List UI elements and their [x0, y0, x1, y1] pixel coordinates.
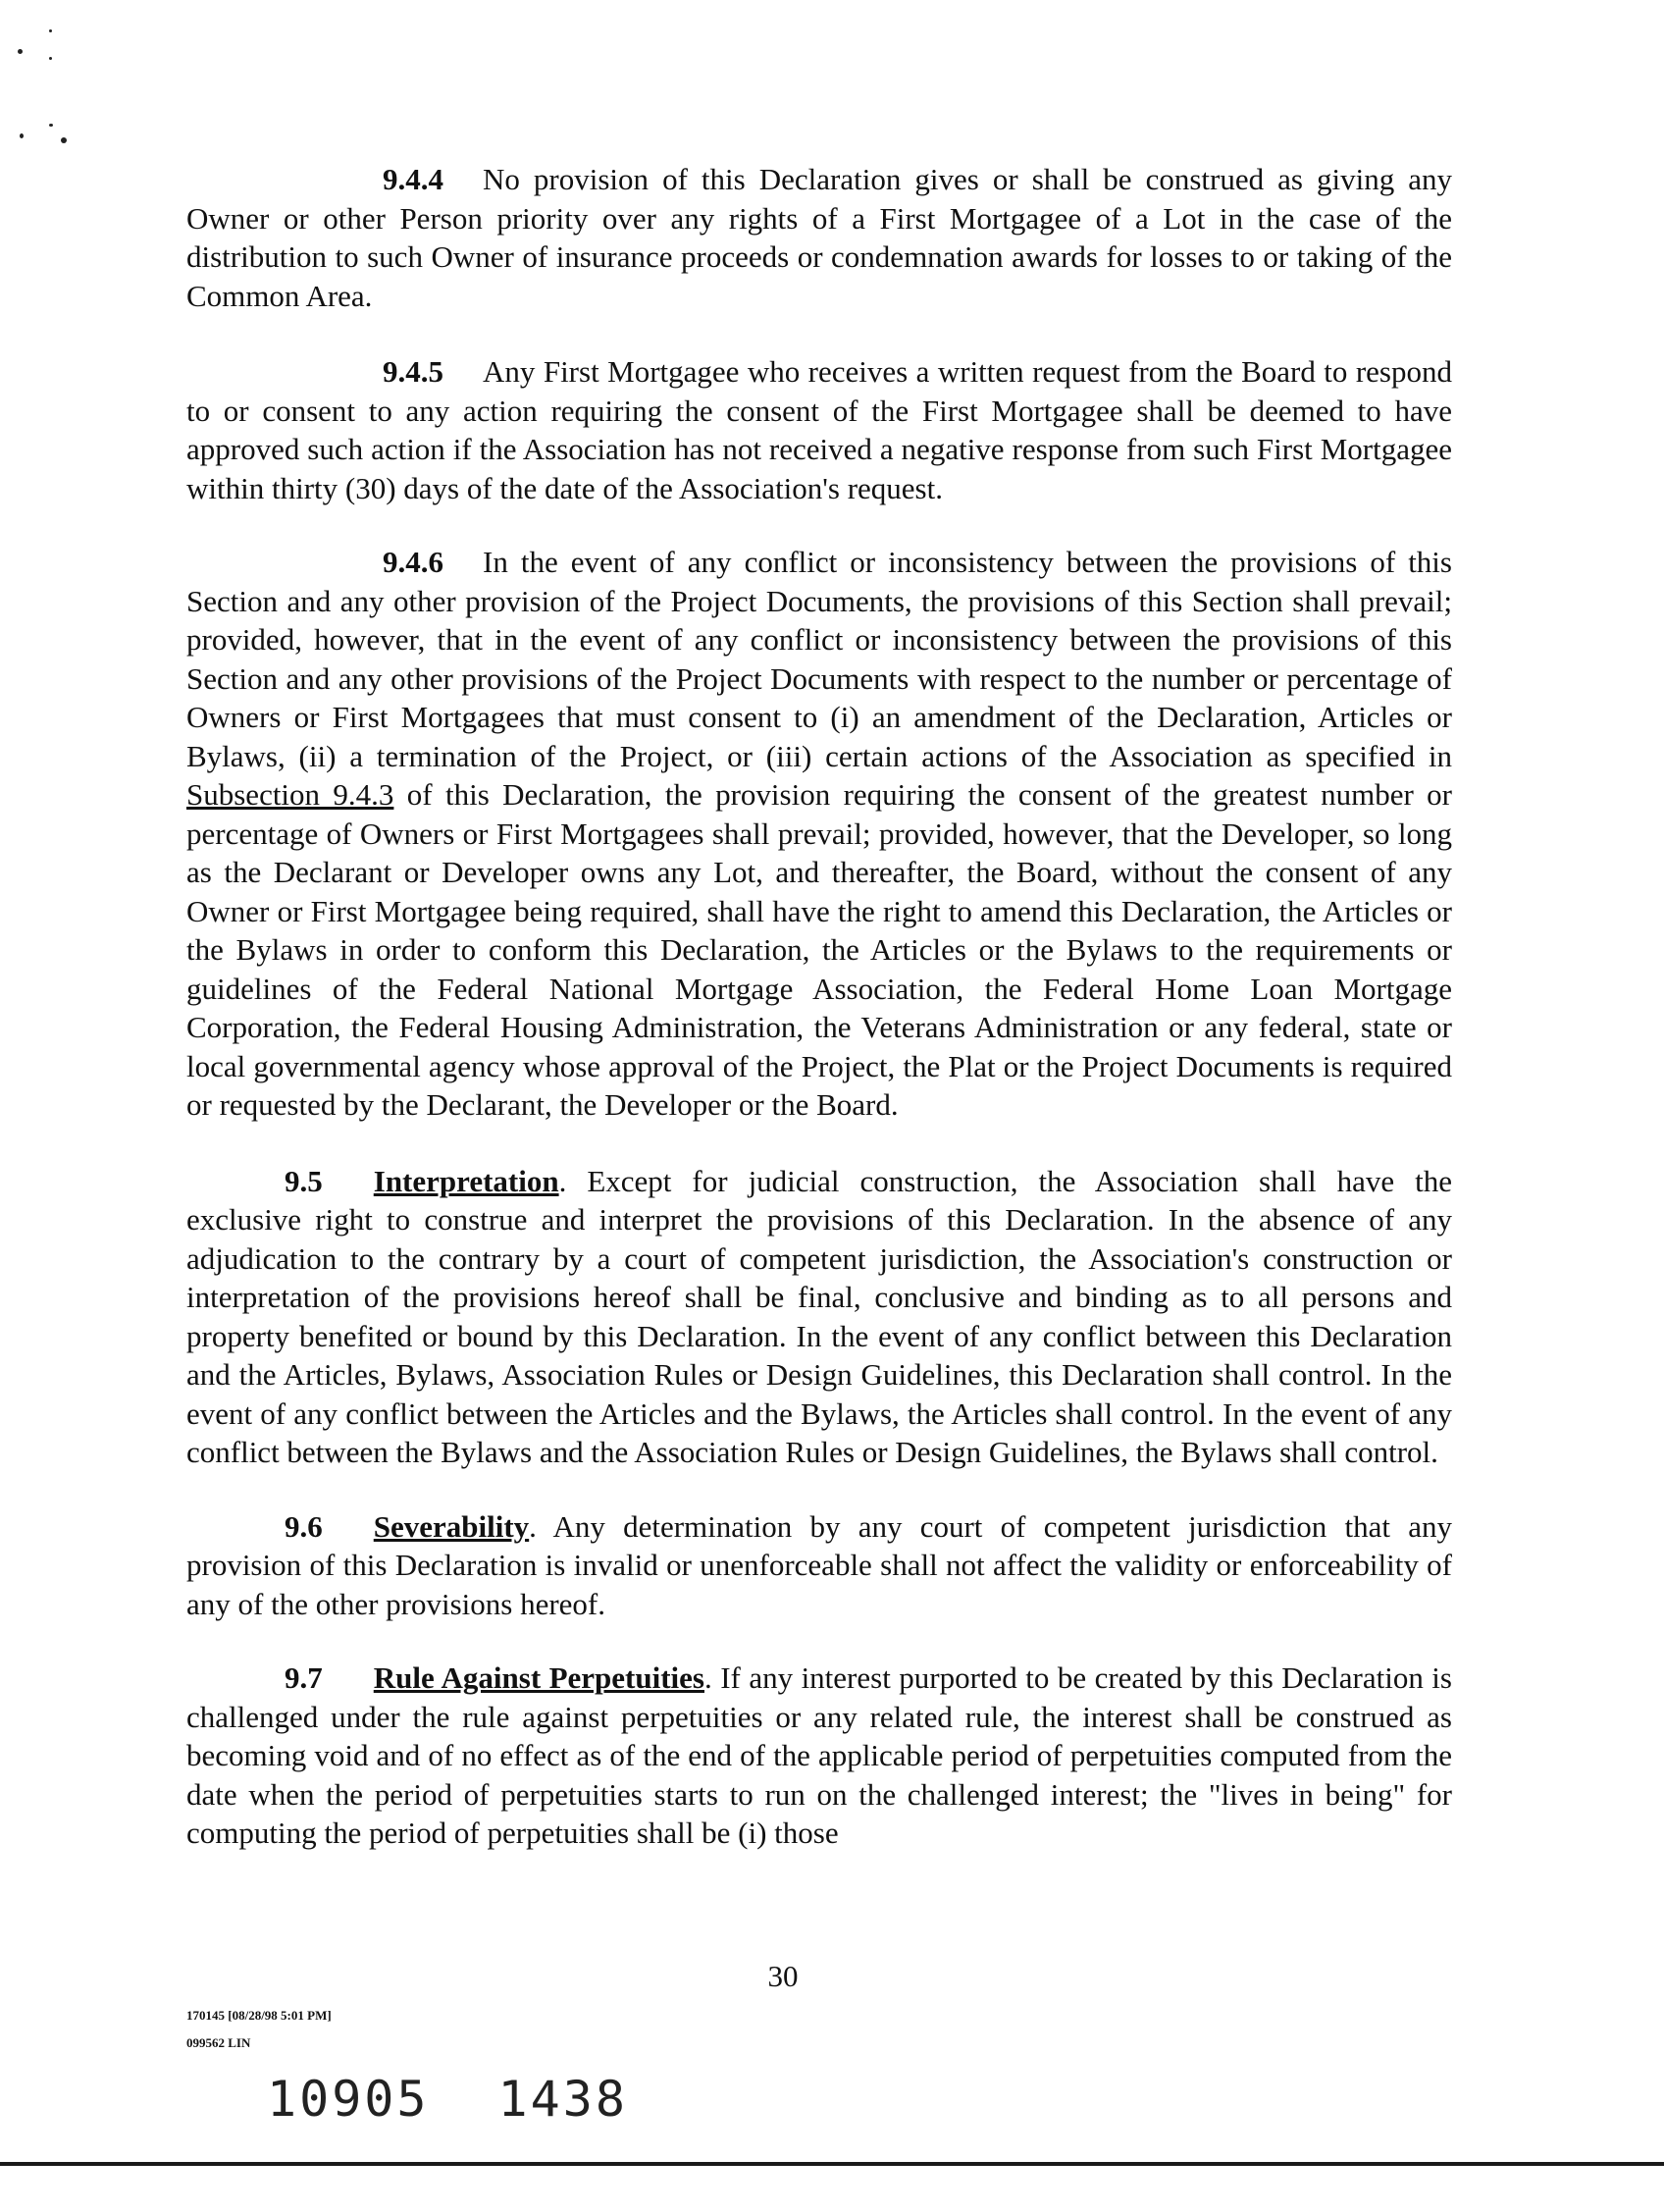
document-id: 170145 [08/28/98 5:01 PM] [186, 2008, 332, 2023]
subsection-reference: Subsection 9.4.3 [186, 777, 394, 812]
paragraph-text: of this Declaration, the provision requiring the consent of the greatest number or percentage of Owners or First Mortgagees shall prevail; provided, however, that the Developer, so long as the Declarant or Developer owns any Lot, and thereafter, the Board, without the consent of any Owner or First Mortgagee being required, shall have the right to amend this Declaration, the Articles or the Bylaws in order to conform this Declaration, the Articles or the Bylaws to the requirements or guidelines of the Federal National Mortgage Association, the Federal Home Loan Mortgage Corporation, the Federal Housing Administration, the Veterans Administration or any federal, state or local governmental agency whose approval of the Project, the Plat or the Project Documents is required or requested by the Declarant, the Developer or the Board. [186, 777, 1452, 1122]
paragraph-text: . Any determination by any court of competent jurisdiction that any provision of this Declaration is invalid or unenforceable shall not affect the validity or enforceability of any of the other provisions hereof. [186, 1508, 1452, 1621]
bottom-rule [0, 2162, 1664, 2166]
section-number: 9.6 [285, 1508, 323, 1544]
scan-speck [49, 57, 52, 60]
paragraph-9-4-4 [186, 160, 1452, 315]
section-heading: Severability [373, 1508, 530, 1544]
section-heading: Rule Against Perpetuities [373, 1660, 704, 1695]
paragraph-9-5 [186, 1162, 1452, 1472]
paragraph-text: In the event of any conflict or inconsistency between the provisions of this Section and any other provision of the Project Documents, the provisions of this Section shall prevail; provided, however, that in the event of any conflict or inconsistency between the provisions of this Section and any other provisions of the Project Documents with respect to the number or percentage of Owners or First Mortgagees that must consent to (i) an amendment of the Declaration, Articles or Bylaws, (ii) a termination of the Project, or (iii) certain actions of the Association as specified in [186, 545, 1452, 773]
section-number: 9.4.5 [383, 354, 443, 389]
section-heading: Interpretation [373, 1163, 559, 1198]
file-code: 099562 LIN [186, 2035, 251, 2050]
scan-speck [18, 49, 23, 54]
paragraph-text: . Except for judicial construction, the Association shall have the exclusive right to construe and interpret the provisions of this Declaration. In the absence of any adjudication to the contrary by a court of competent jurisdiction, the Association's construction or interpretation of the provisions hereof shall be final, conclusive and binding as to all persons and property benefited or bound by this Declaration. In the event of any conflict between this Declaration and the Articles, Bylaws, Association Rules or Design Guidelines, this Declaration shall control. In the event of any conflict between the Articles and the Bylaws, the Articles shall control. In the event of any conflict between the Bylaws and the Association Rules or Design Guidelines, the Bylaws shall control. [186, 1163, 1452, 1469]
section-number: 9.7 [285, 1660, 323, 1695]
paragraph-text: No provision of this Declaration gives or shall be construed as giving any Owner or other Person priority over any rights of a First Mortgagee of a Lot in the case of the distribution to such Owner of insurance proceeds or condemnation awards for losses to or taking of the Common Area. [186, 162, 1452, 313]
paragraph-9-7 [186, 1659, 1452, 1853]
recording-page: 1438 [497, 2071, 628, 2128]
paragraph-9-6 [186, 1507, 1452, 1624]
section-number: 9.5 [285, 1163, 323, 1198]
paragraph-text: . If any interest purported to be created by this Declaration is challenged under the rule against perpetuities or any related rule, the interest shall be construed as becoming void and of no effect as of the end of the applicable period of perpetuities computed from the date when the period of perpetuities starts to run on the challenged interest; the "lives in being" for computing the period of perpetuities shall be (i) those [186, 1660, 1452, 1850]
page-number: 30 [767, 1959, 799, 1993]
document-body [186, 160, 1452, 1853]
paragraph-text: Any First Mortgagee who receives a written request from the Board to respond to or consent to any action requiring the consent of the First Mortgagee shall be deemed to have approved such action if the Association has not received a negative response from such First Mortgagee within thirty (30) days of the date of the Association's request. [186, 354, 1452, 505]
scan-speck [61, 137, 67, 143]
section-number: 9.4.4 [383, 162, 443, 196]
footer-identifiers [186, 2002, 332, 2057]
recording-book: 10905 [267, 2071, 430, 2128]
scan-speck [49, 124, 53, 127]
paragraph-9-4-5 [186, 352, 1452, 507]
paragraph-9-4-6 [186, 543, 1452, 1125]
scan-speck [49, 29, 52, 32]
scan-speck [20, 133, 24, 138]
section-number: 9.4.6 [383, 545, 443, 579]
recording-stamp [267, 2071, 628, 2128]
